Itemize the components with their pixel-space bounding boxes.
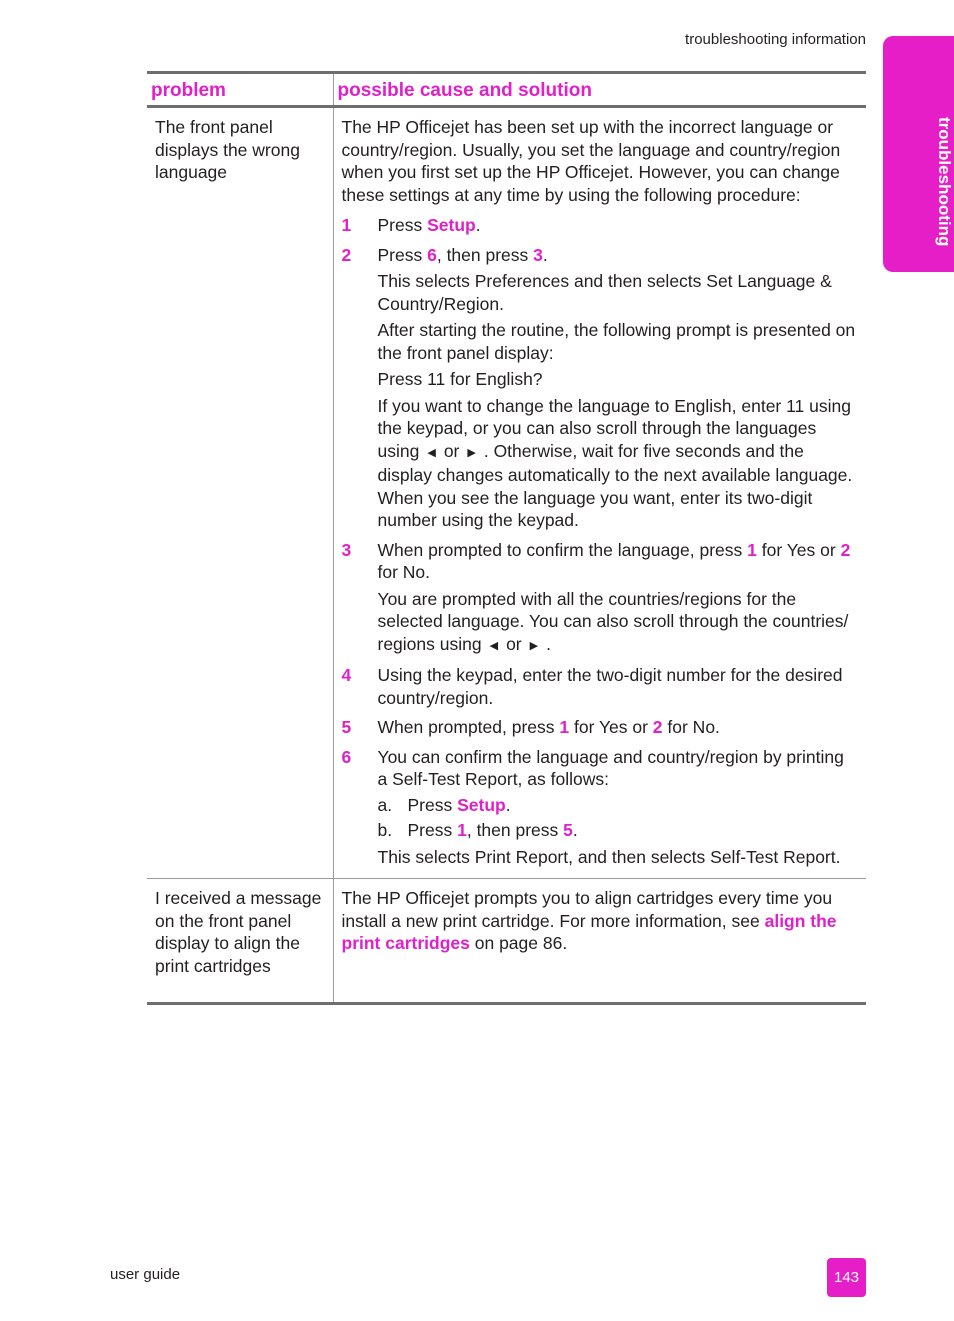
substep-b xyxy=(378,819,859,842)
column-header-problem: problem xyxy=(147,73,333,107)
step-text: , then press xyxy=(436,244,534,265)
display-prompt: Press 11 for English? xyxy=(377,369,543,389)
right-arrow-icon: ▶ xyxy=(529,639,539,652)
step-text: . xyxy=(572,820,578,840)
step-text: for No. xyxy=(662,717,720,737)
key-2: 2 xyxy=(652,717,663,737)
step-text: Press xyxy=(377,244,428,265)
procedure-steps xyxy=(342,214,859,868)
step-text: , then press xyxy=(466,820,564,840)
step-text: You can confirm the language and country/region by printing a Self-Test Report, as follows: xyxy=(377,746,844,789)
step-6 xyxy=(342,746,859,869)
right-arrow-icon: ▶ xyxy=(467,446,476,459)
step-text: Press xyxy=(407,820,458,840)
solution-text: The HP Officejet prompts you to align cartridges every time you install a new print cartridge. For more information, see xyxy=(341,888,833,931)
step-text: Press xyxy=(407,794,458,815)
step-note: This selects Print Report, and then selects Self-Test Report. xyxy=(377,846,841,867)
solution-cell xyxy=(333,879,866,1004)
step-2 xyxy=(342,244,859,532)
key-3: 3 xyxy=(533,244,543,265)
table-row xyxy=(147,879,866,1004)
step-text: . Otherwise, wait for five seconds and the display changes automatically to the next available language. When you see the language you want, enter its two-digit number using the keypad. xyxy=(377,440,853,530)
step-note xyxy=(378,395,859,532)
step-text: When prompted to confirm the language, press xyxy=(377,539,748,560)
substep-label: a. xyxy=(377,794,393,815)
step-number: 4 xyxy=(341,665,352,685)
step-number: 2 xyxy=(341,244,352,265)
step-text: for No. xyxy=(377,562,431,582)
step-text: for Yes or xyxy=(756,539,841,560)
column-header-solution: possible cause and solution xyxy=(333,73,866,107)
key-5: 5 xyxy=(563,820,573,840)
running-header: troubleshooting information xyxy=(685,31,866,48)
substep-label: b. xyxy=(377,820,393,840)
align-cartridges-link[interactable]: align the print cartridges xyxy=(341,910,837,953)
step-text: Press xyxy=(377,215,428,235)
step-number: 3 xyxy=(341,539,352,560)
setup-key: Setup xyxy=(427,215,476,235)
step-number: 6 xyxy=(341,746,352,767)
problem-cell xyxy=(147,107,333,879)
step-number: 5 xyxy=(341,717,352,737)
step-text: . xyxy=(542,244,548,265)
step-note xyxy=(378,588,859,658)
step-1 xyxy=(342,214,859,237)
step-number: 1 xyxy=(341,215,352,235)
substep-a xyxy=(378,794,859,817)
step-text: If you want to change the language to English, enter 11 using the keypad, or you can also scroll through the languages using xyxy=(377,395,851,461)
key-1: 1 xyxy=(747,539,757,560)
step-text: When prompted, press xyxy=(377,717,560,737)
step-text: . xyxy=(546,633,551,654)
step-text: or xyxy=(506,633,522,654)
key-6: 6 xyxy=(427,244,437,265)
table-header-row xyxy=(147,73,866,107)
troubleshooting-table xyxy=(147,71,866,1005)
problem-text: The front panel displays the wrong language xyxy=(155,117,300,182)
step-note: This selects Preferences and then selects Set Language & Country/Region. xyxy=(377,271,832,314)
left-arrow-icon: ◀ xyxy=(489,639,499,652)
section-tab-label: troubleshooting xyxy=(935,117,954,247)
step-5 xyxy=(342,716,859,739)
step-3 xyxy=(342,539,859,658)
solution-text: on page 86. xyxy=(469,933,568,953)
step-text: You are prompted with all the countries/regions for the selected language. You can also scroll through the countries/ regions using xyxy=(377,588,849,654)
key-1: 1 xyxy=(457,820,467,840)
table-row xyxy=(147,107,866,879)
step-text: . xyxy=(475,215,481,235)
step-4 xyxy=(342,664,859,709)
key-1: 1 xyxy=(559,717,570,737)
key-2: 2 xyxy=(840,539,851,560)
step-text: or xyxy=(443,440,460,461)
left-arrow-icon: ◀ xyxy=(427,446,436,459)
solution-intro: The HP Officejet has been set up with the incorrect language or country/region. Usually, you set the language and country/region when you first set up the HP Officejet. However, you can change these settings at any time by using the following procedure: xyxy=(341,117,841,205)
problem-cell xyxy=(147,879,333,1004)
setup-key: Setup xyxy=(457,794,506,815)
page-number: 143 xyxy=(827,1258,866,1297)
solution-cell xyxy=(333,107,866,879)
step-text: . xyxy=(505,794,511,815)
step-text: for Yes or xyxy=(569,717,653,737)
step-text: Using the keypad, enter the two-digit number for the desired country/region. xyxy=(377,665,843,708)
section-tab[interactable] xyxy=(883,36,954,272)
step-note: After starting the routine, the following prompt is presented on the front panel display: xyxy=(377,320,856,363)
problem-text: I received a message on the front panel display to align the print cartridges xyxy=(155,888,322,976)
footer-label: user guide xyxy=(110,1266,181,1283)
